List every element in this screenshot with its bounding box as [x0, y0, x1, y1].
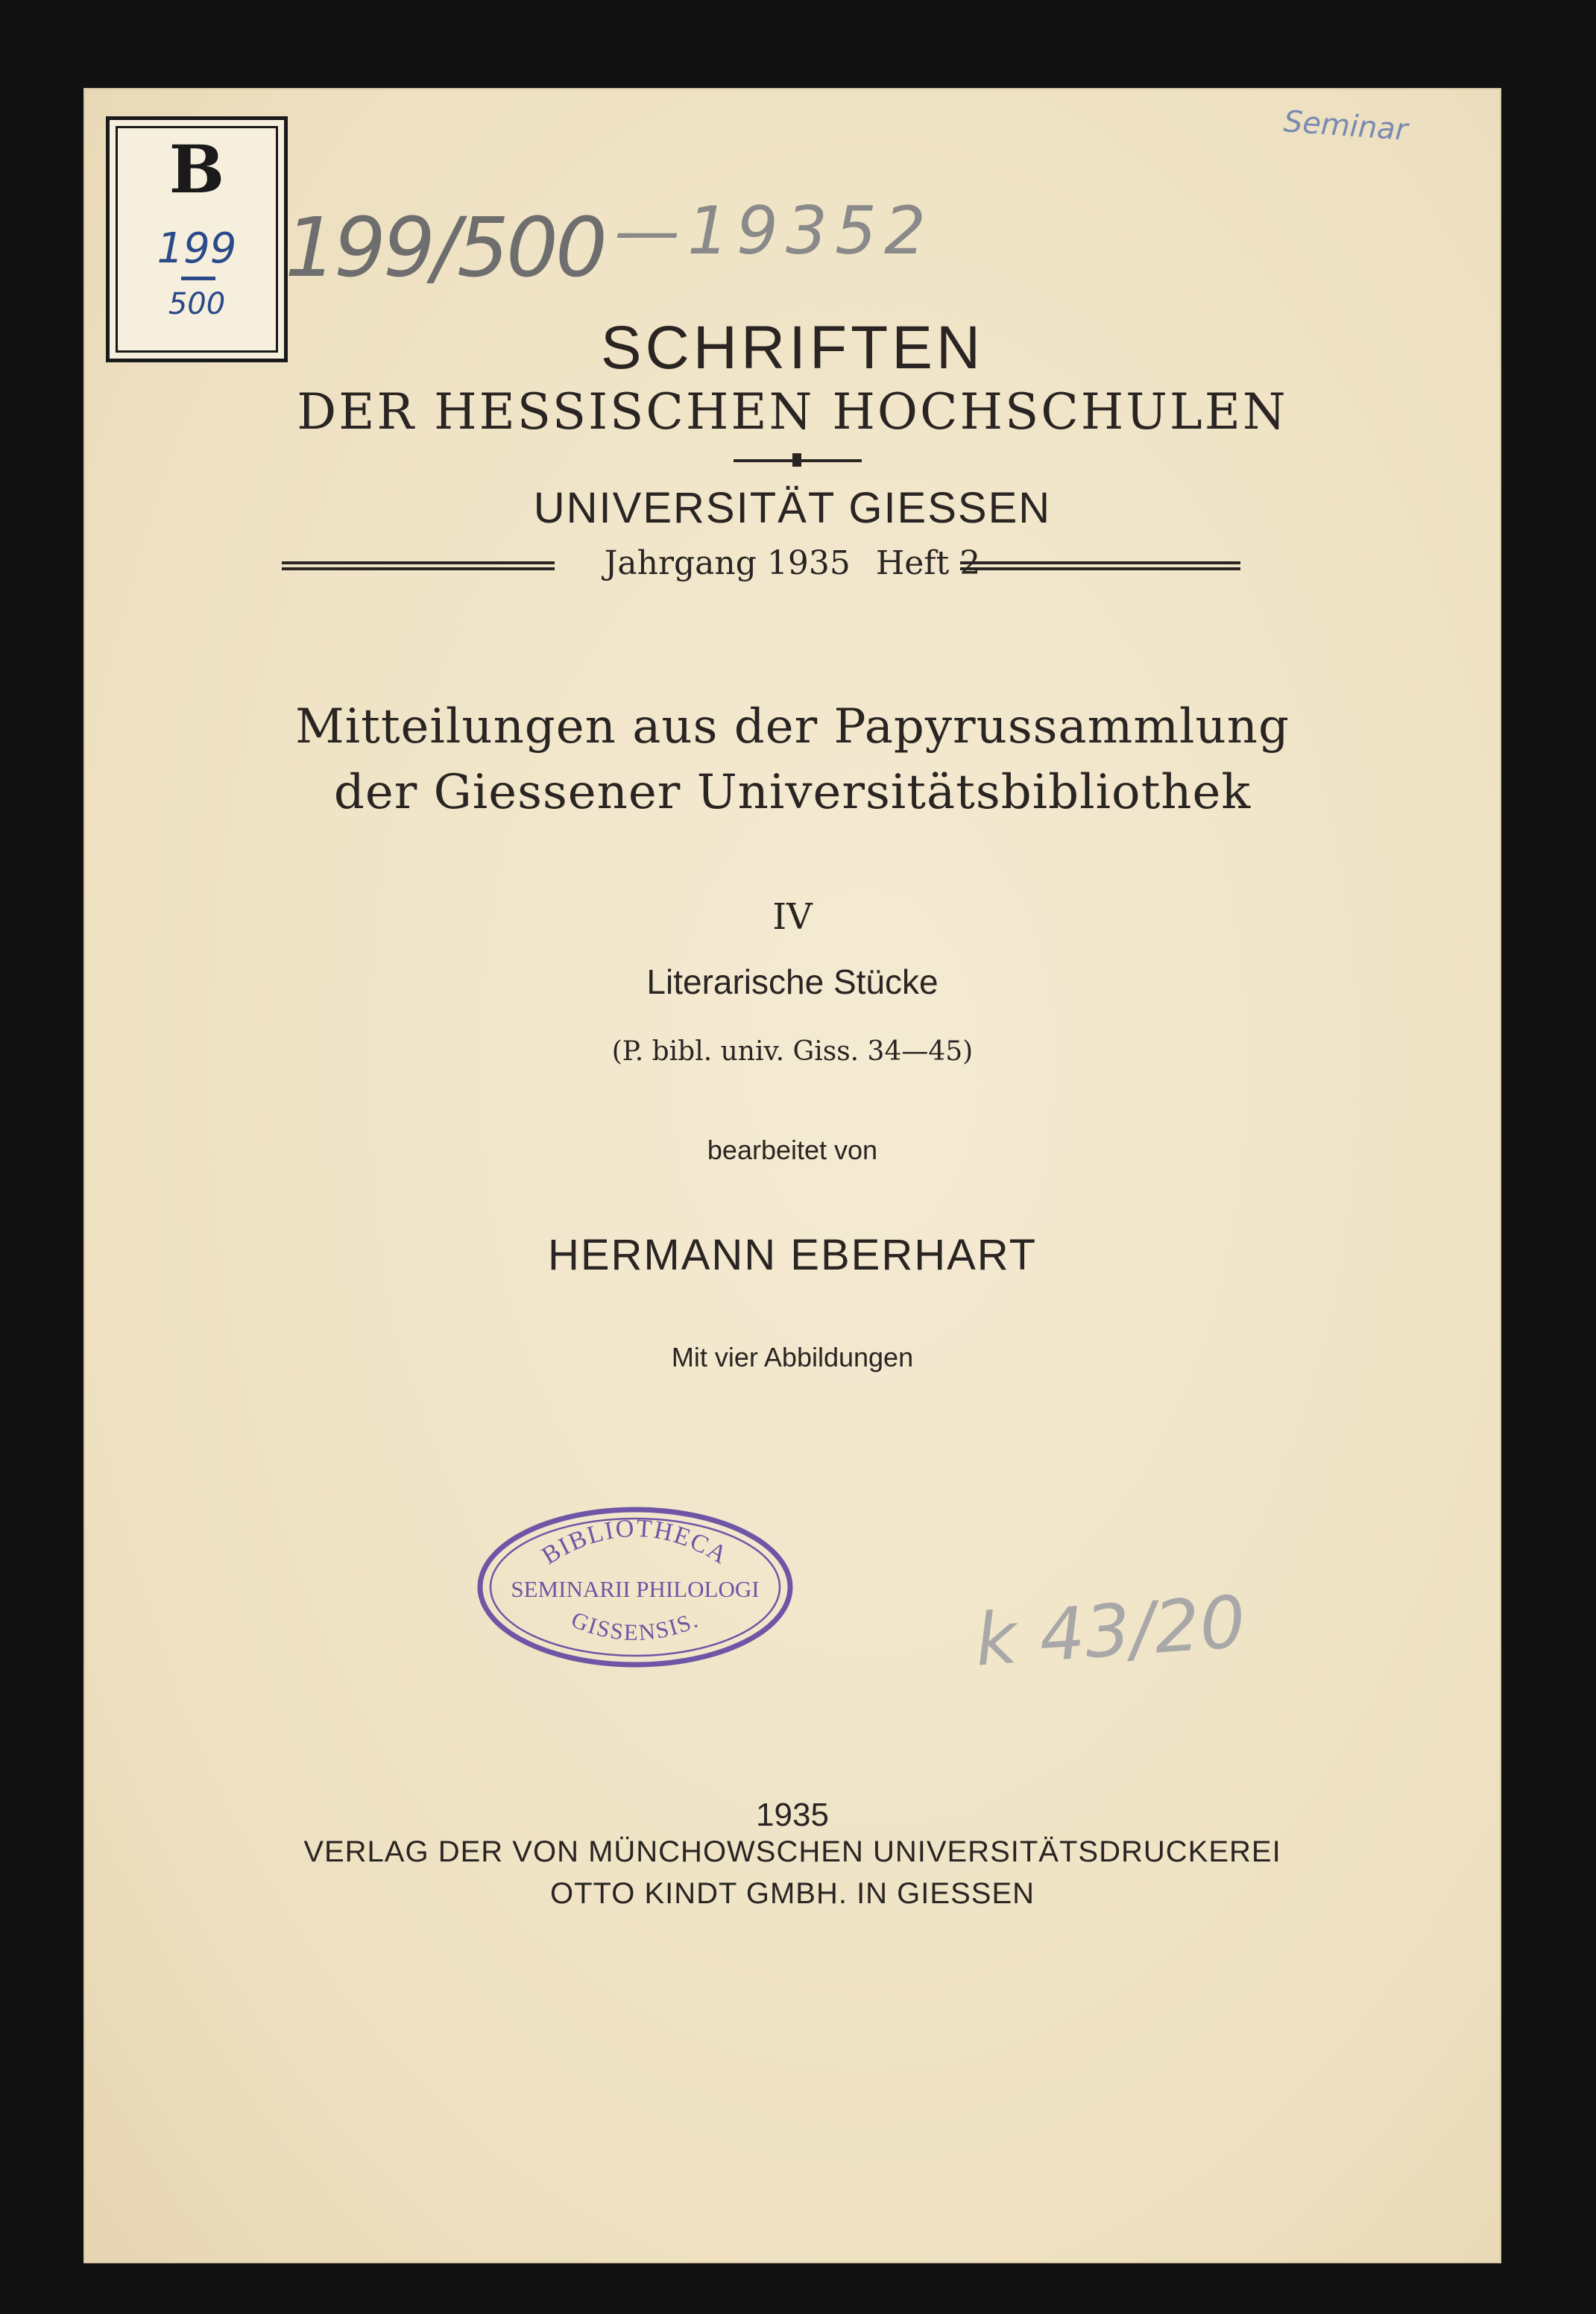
svg-text:GISSENSIS. [568, 1606, 703, 1645]
stamp-line2: SEMINARII PHILOLOGI [511, 1576, 760, 1602]
publisher-line1: VERLAG DER VON MÜNCHOWSCHEN UNIVERSITÄTSDRUCKEREI [303, 1835, 1281, 1868]
year-label: Jahrgang 1935 [604, 544, 851, 582]
edited-by-text: bearbeitet von [707, 1135, 878, 1165]
illustrations-note: Mit vier Abbildungen [671, 1342, 914, 1372]
series-subtitle: DER HESSISCHEN HOCHSCHULEN [297, 383, 1288, 441]
svg-text:BIBLIOTHECA [537, 1515, 734, 1570]
work-subtitle: (P. bibl. univ. Giss. 34—45) [611, 1036, 974, 1067]
shelf-label-denominator: 500 [168, 287, 226, 321]
shelf-label-letter: B [168, 130, 225, 208]
part-title: Literarische Stücke [646, 962, 939, 1001]
handwritten-seminar-note: Seminar [1282, 104, 1409, 148]
stamp-graphic [474, 1503, 796, 1671]
stamp-line3: GISSENSIS. [567, 1606, 703, 1646]
book-cover [83, 88, 1501, 2263]
issue-label: Heft 2 [875, 544, 981, 582]
issue-info [83, 544, 1501, 582]
handwritten-shelfmark: k 43/20 [972, 1580, 1249, 1683]
handwritten-accession-number: —19352 [614, 192, 933, 269]
work-title-line1: Mitteilungen aus der Papyrussammlung [295, 699, 1290, 754]
library-stamp [474, 1503, 796, 1671]
author-name: HERMANN EBERHART [547, 1231, 1038, 1279]
shelf-label-divider [181, 277, 215, 280]
volume-number: IV [772, 896, 813, 938]
shelf-label-number: 199 [157, 224, 237, 273]
publication-year: 1935 [756, 1797, 829, 1833]
university-name: UNIVERSITÄT GIESSEN [533, 484, 1052, 532]
handwritten-call-number: 199/500 [285, 200, 605, 295]
work-title-line2: der Giessener Universitätsbibliothek [333, 765, 1252, 820]
ornament-center [792, 453, 801, 467]
series-title: SCHRIFTEN [600, 314, 985, 382]
stamp-line1: BIBLIOTHECA [537, 1514, 734, 1571]
publisher-line2: OTTO KINDT GMBH. IN GIESSEN [549, 1877, 1035, 1910]
